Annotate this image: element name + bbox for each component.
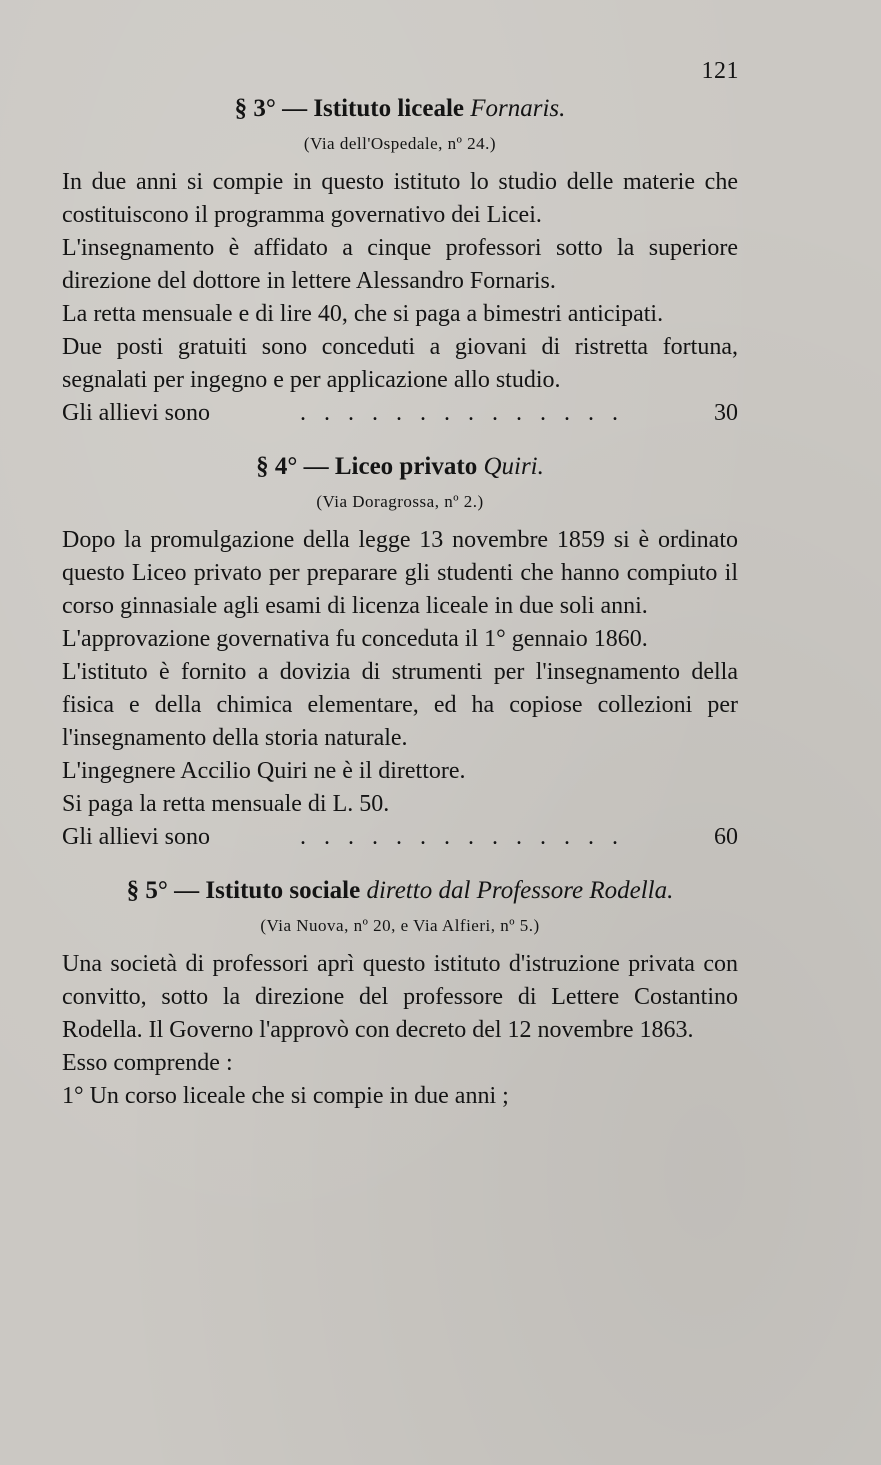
leader-dots: . . . . . . . . . . . . . .	[299, 824, 624, 850]
students-count-line	[62, 397, 738, 430]
leader-dots: . . . . . . . . . . . . . .	[299, 400, 624, 426]
paragraph: Dopo la promulgazione della legge 13 novembre 1859 si è ordinato questo Liceo privato per preparare gli studenti che hanno compiuto il corso ginnasiale agli esami di licenza liceale in due soli anni.	[62, 527, 738, 619]
page-number: 121	[701, 58, 739, 84]
paragraph: L'istituto è fornito a dovizia di strumenti per l'insegnamento della fisica e della chimica elementare, ed ha copiose collezioni per l'insegnamento della storia naturale.	[62, 659, 738, 751]
section-address: (Via dell'Ospedale, nº 24.)	[303, 134, 497, 153]
count-label: Gli allievi sono	[62, 400, 210, 426]
paragraph: La retta mensuale e di lire 40, che si paga a bimestri anticipati.	[62, 301, 664, 327]
paragraph: L'ingegnere Accilio Quiri ne è il direttore.	[62, 758, 466, 784]
paragraph: Si paga la retta mensuale di L. 50.	[62, 791, 390, 817]
paragraph: L'insegnamento è affidato a cinque professori sotto la superiore direzione del dottore in lettere Alessandro Fornaris.	[62, 235, 738, 294]
heading-text: § 5° — Istituto sociale	[126, 877, 361, 904]
heading-italic: diretto dal Professore Rodella.	[366, 877, 674, 904]
section-address: (Via Nuova, nº 20, e Via Alfieri, nº 5.)	[260, 916, 540, 935]
heading-text: § 4° — Liceo privato	[256, 453, 478, 480]
heading-text: § 3° — Istituto liceale	[234, 95, 464, 122]
page-content	[62, 92, 738, 1113]
students-count-line	[62, 821, 738, 854]
section-heading	[62, 92, 738, 126]
count-label: Gli allievi sono	[62, 824, 210, 850]
paragraph: L'approvazione governativa fu conceduta il 1° gennaio 1860.	[62, 626, 648, 652]
paragraph: In due anni si compie in questo istituto lo studio delle materie che costituiscono il programma governativo dei Licei.	[62, 169, 738, 228]
section-liceo-quiri	[62, 450, 738, 854]
section-istituto-fornaris	[62, 92, 738, 430]
section-address: (Via Doragrossa, nº 2.)	[316, 492, 484, 511]
section-istituto-sociale	[62, 874, 738, 1113]
section-heading	[62, 874, 738, 908]
heading-italic: Fornaris.	[470, 95, 566, 122]
section-heading	[62, 450, 738, 484]
count-value: 60	[714, 824, 738, 850]
paragraph: Una società di professori aprì questo istituto d'istruzione privata con convitto, sotto la direzione del professore di Lettere Costantino Rodella. Il Governo l'approvò con decreto del 12 novembre 1863.	[62, 951, 738, 1043]
paragraph: Due posti gratuiti sono conceduti a giovani di ristretta fortuna, segnalati per ingegno e per applicazione allo studio.	[62, 334, 738, 393]
paragraph: 1° Un corso liceale che si compie in due anni ;	[62, 1083, 509, 1109]
paragraph: Esso comprende :	[62, 1050, 233, 1076]
heading-italic: Quiri.	[483, 453, 544, 480]
count-value: 30	[714, 400, 738, 426]
